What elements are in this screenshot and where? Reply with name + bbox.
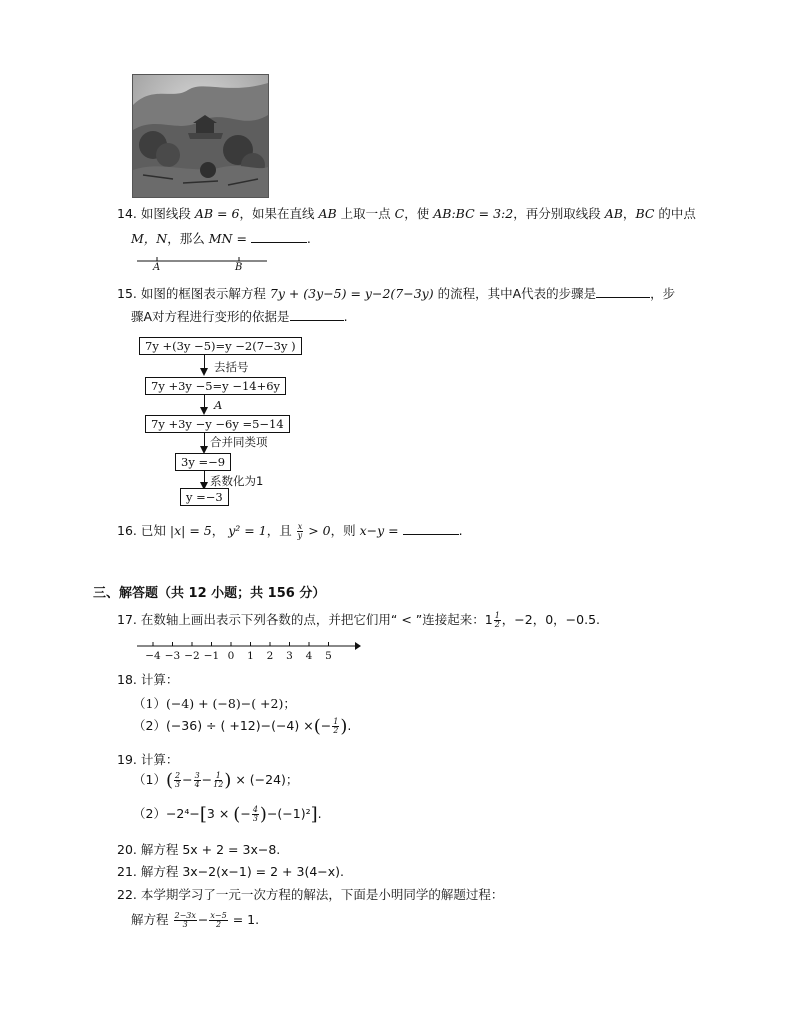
flow-box-2: 7y +3y −5=y −14+6y [145,377,286,395]
question-14-line2: M，N，那么 MN = . [131,231,311,246]
arrow-down-icon [200,407,208,415]
answer-blank[interactable] [290,308,344,321]
q16-number: 16. [117,523,137,538]
q18-number: 18. [117,672,137,687]
tick-label: 5 [325,650,332,662]
question-17: 17. 在数轴上画出表示下列各数的点，并把它们用“ < ”连接起来：1 $\frac{1}{2}$ ，−2，0，−0.5. [117,611,601,629]
point-b-label: B [235,262,243,273]
q15-number: 15. [117,286,137,301]
tick-label: −3 [164,650,181,662]
question-15: 15. 如图的框图表示解方程 7y + (3y−5) = y−2(7−3y) 的流程，其中A代表的步骤是 ，步 [117,286,676,301]
question-22: 22. 本学期学习了一元一次方程的解法，下面是小明同学的解题过程： [117,887,504,902]
q17-number: 17. [117,612,137,627]
question-14: 14. 如图线段 AB = 6，如果在直线 AB 上取一点 C，使 AB:BC = 3:2，再分别取线段 AB，BC 的中点 [117,206,696,221]
q18-part2: （2）(−36) ÷ ( +12)−(−4) ×(− $\frac{1}{2}$ ). [133,716,352,737]
number-line [137,638,362,668]
flow-label-2: A [214,398,223,412]
answer-blank[interactable] [596,285,650,298]
tick-label: −1 [203,650,220,662]
flow-box-5: y =−3 [180,488,229,506]
q18-part1: （1）(−4) + (−8)−( +2)； [133,696,296,711]
section-heading: 三、解答题（共 12 小题；共 156 分） [93,586,326,601]
question-18: 18. 计算： [117,672,179,687]
tick-label: −2 [184,650,200,662]
answer-blank[interactable] [251,230,307,243]
tick-label: 3 [286,650,293,662]
flow-label-1: 去括号 [214,360,249,374]
flow-label-4: 系数化为1 [210,474,264,488]
tick-label: 2 [266,650,274,662]
q19-part1: （1）( $\frac{2}{3}$ − $\frac{3}{4}$ − $\frac{1}{12}$ ) × (−24)； [133,770,299,791]
flow-label-3: 合并同类项 [210,435,268,449]
question-21: 21. 解方程 3x−2(x−1) = 2 + 3(4−x). [117,864,345,879]
flow-box-1: 7y +(3y −5)=y −2(7−3y ) [139,337,302,355]
answer-blank[interactable] [403,522,459,535]
q21-number: 21. [117,864,137,879]
q22-equation: 解方程 $\frac{2-3x}{3}$ − $\frac{x-5}{2}$ = 1. [131,911,260,929]
q20-number: 20. [117,842,137,857]
tick-label: −4 [145,650,161,662]
flow-box-4: 3y =−9 [175,453,231,471]
question-15-line2: 骤A对方程进行变形的依据是 . [131,309,348,324]
q22-number: 22. [117,887,137,902]
tick-label: 0 [227,650,235,662]
point-a-label: A [153,262,161,273]
q19-part2: （2）−2⁴−[3 × (− $\frac{4}{3}$ )−(−1)²]. [133,804,322,825]
question-19: 19. 计算： [117,752,179,767]
tick-label: 1 [247,650,254,662]
flow-box-3: 7y +3y −y −6y =5−14 [145,415,290,433]
arrow-down-icon [200,368,208,376]
landscape-photo [132,74,269,198]
tick-label: 4 [305,650,313,662]
question-16: 16. 已知 |x| = 5， y² = 1，且 $\frac{x}{y}$ > 0，则 x−y = . [117,522,463,540]
question-20: 20. 解方程 5x + 2 = 3x−8. [117,842,281,857]
q19-number: 19. [117,752,137,767]
q14-number: 14. [117,206,137,221]
